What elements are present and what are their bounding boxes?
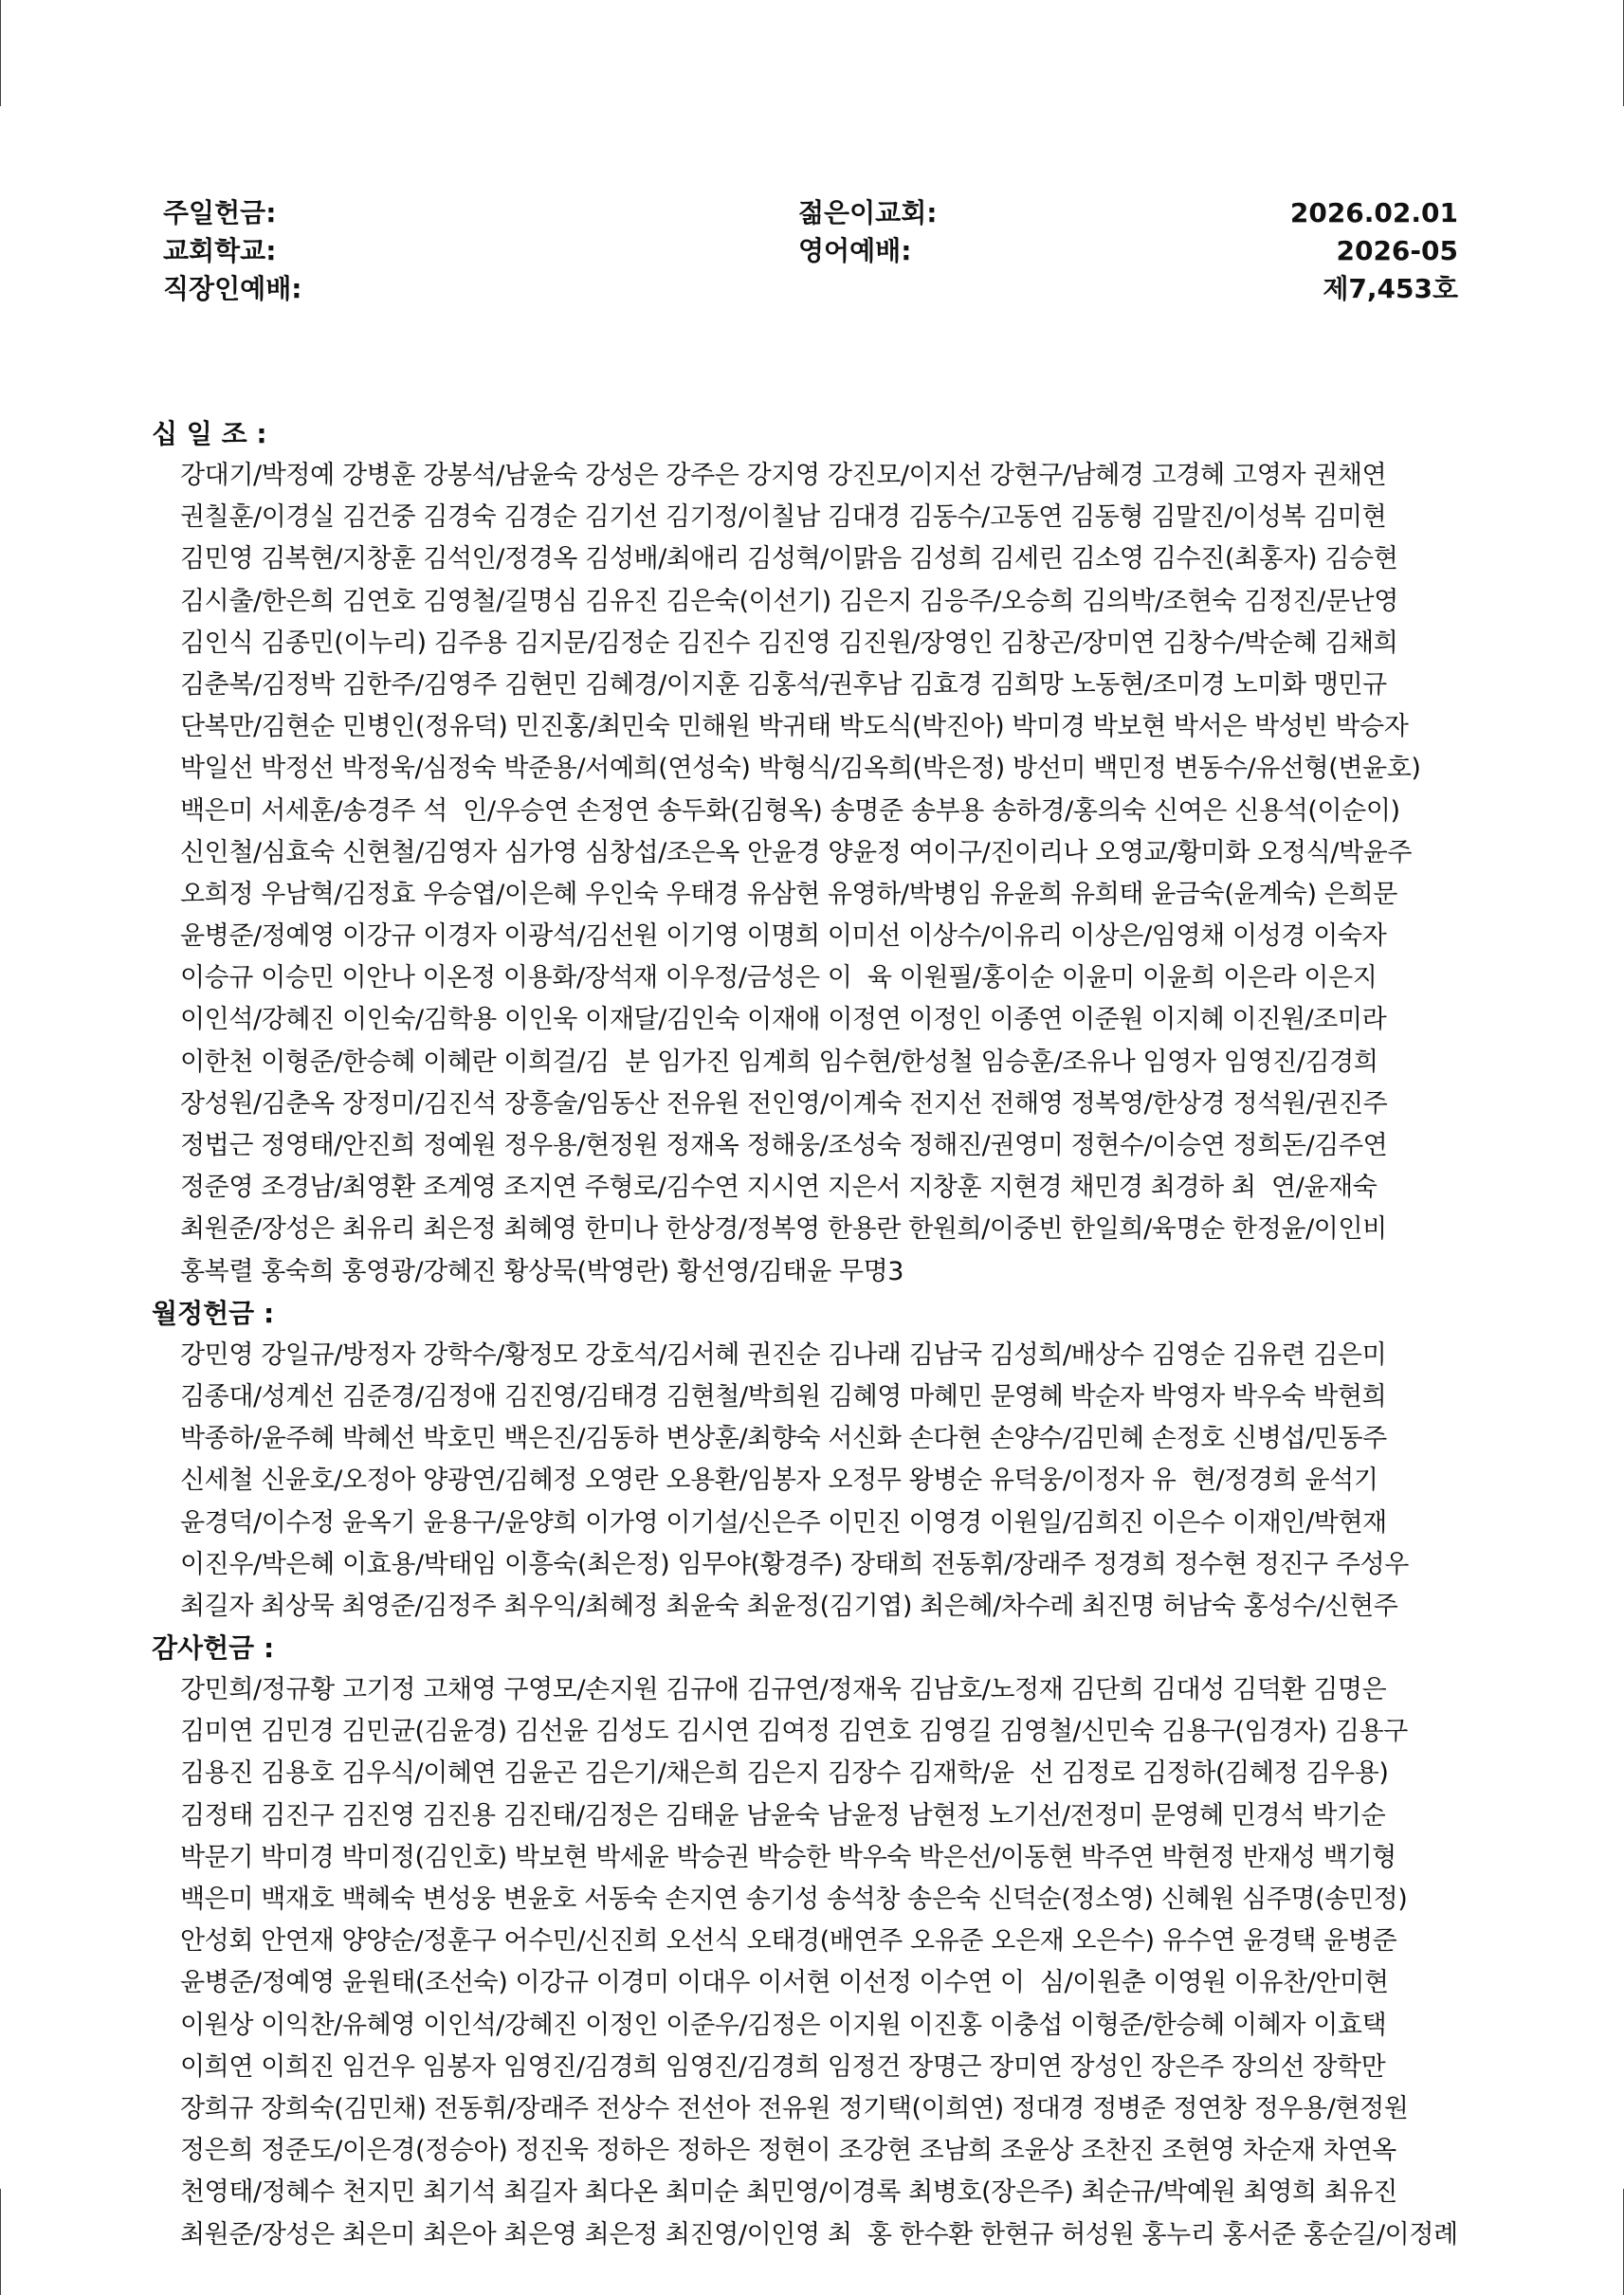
name-line: 신세철 신윤호/오정아 양광연/김혜정 오영란 오용환/임봉자 오정무 왕병순 유덕웅/이정자 유 현/정경희 윤석기	[180, 1466, 1378, 1496]
church-school-label: 교회학교:	[163, 235, 277, 266]
name-line: 안성회 안연재 양양순/정훈구 어수민/신진희 오선식 오태경(배연주 오유준 오은재 오은수) 유수연 윤경택 윤병준	[180, 1926, 1397, 1957]
name-line: 박일선 박정선 박정욱/심정숙 박준용/서예희(연성숙) 박형식/김옥희(박은정) 방선미 백민정 변동수/유선형(변윤호)	[180, 754, 1421, 784]
name-line: 김인식 김종민(이누리) 김주용 김지문/김정순 김진수 김진영 김진원/장영인 김창곤/장미연 김창수/박순혜 김채희	[180, 628, 1398, 658]
name-line: 이희연 이희진 임건우 임봉자 임영진/김경희 임영진/김경희 임정건 장명근 장미연 장성인 장은주 장의선 장학만	[180, 2051, 1386, 2082]
name-line: 최원준/장성은 최유리 최은정 최혜영 한미나 한상경/정복영 한용란 한원희/이중빈 한일희/육명순 한정윤/이인비	[180, 1214, 1387, 1245]
issue-week: 2026-05	[1336, 235, 1458, 266]
header-left-labels	[163, 194, 301, 308]
name-line: 장희규 장희숙(김민채) 전동휘/장래주 전상수 전선아 전유원 정기택(이희연) 정대경 정병준 정연창 정우용/현정원	[180, 2093, 1409, 2123]
name-line: 이인석/강혜진 이인숙/김학용 이인욱 이재달/김인숙 이재애 이정연 이정인 이종연 이준원 이지혜 이진원/조미라	[180, 1005, 1387, 1035]
name-line: 김춘복/김정박 김한주/김영주 김현민 김혜경/이지훈 김홍석/권후남 김효경 김희망 노동현/조미경 노미화 맹민규	[180, 669, 1387, 700]
name-line: 최원준/장성은 최은미 최은아 최은영 최은정 최진영/이인영 최 홍 한수환 한현규 허성원 홍누리 홍서준 홍순길/이정례	[180, 2219, 1458, 2249]
monthly-offering-names	[152, 1335, 1479, 1628]
sunday-offering-label: 주일헌금:	[163, 197, 277, 228]
name-line: 백은미 백재호 백혜숙 변성웅 변윤호 서동숙 손지연 송기성 송석창 송은숙 신덕순(정소영) 신혜원 심주명(송민정)	[180, 1885, 1408, 1914]
name-line: 강대기/박정예 강병훈 강봉석/남윤숙 강성은 강주은 강지영 강진모/이지선 강현구/남혜경 고경혜 고영자 권채연	[180, 461, 1387, 490]
name-line: 강민영 강일규/방정자 강학수/황정모 강호석/김서혜 권진순 김나래 김남국 김성희/배상수 김영순 김유련 김은미	[180, 1339, 1387, 1370]
name-line: 윤병준/정예영 윤원태(조선숙) 이강규 이경미 이대우 이서현 이선정 이수연 이 심/이원춘 이영원 이유찬/안미현	[180, 1968, 1389, 1998]
name-line: 이승규 이승민 이안나 이온정 이용화/장석재 이우정/금성은 이 육 이원필/홍이순 이윤미 이윤희 이은라 이은지	[180, 963, 1378, 993]
crop-mark-bottom-left	[0, 2189, 1, 2295]
header-right-info	[1185, 194, 1458, 308]
name-line: 권칠훈/이경실 김건중 김경숙 김경순 김기선 김기정/이칠남 김대경 김동수/고동연 김동형 김말진/이성복 김미현	[180, 502, 1387, 533]
name-line: 김정태 김진구 김진영 김진용 김진태/김정은 김태윤 남윤숙 남윤정 남현정 노기선/전정미 문영혜 민경석 박기순	[180, 1800, 1386, 1831]
monthly-offering-title: 월정헌금 :	[152, 1297, 275, 1329]
issue-number: 제7,453호	[1323, 273, 1458, 304]
name-line: 강민희/정규황 고기정 고채영 구영모/손지원 김규애 김규연/정재욱 김남호/노정재 김단희 김대성 김덕환 김명은	[180, 1675, 1387, 1705]
issue-date: 2026.02.01	[1289, 197, 1458, 228]
tithe-names	[152, 455, 1479, 1293]
name-line: 박종하/윤주혜 박혜선 박호민 백은진/김동하 변상훈/최향숙 서신화 손다현 손양수/김민혜 손정호 신병섭/민동주	[180, 1424, 1387, 1454]
name-line: 김시출/한은희 김연호 김영철/길명심 김유진 김은숙(이선기) 김은지 김응주/오승희 김의박/조현숙 김정진/문난영	[180, 586, 1398, 616]
name-line: 김미연 김민경 김민균(김윤경) 김선윤 김성도 김시연 김여정 김연호 김영길 김영철/신민숙 김용구(임경자) 김용구	[180, 1717, 1408, 1747]
name-line: 백은미 서세훈/송경주 석 인/우승연 손정연 송두화(김형옥) 송명준 송부용 송하경/홍의숙 신여은 신용석(이순이)	[180, 795, 1400, 826]
tithe-title: 십 일 조 :	[152, 418, 267, 449]
name-line: 정은희 정준도/이은경(정승아) 정진욱 정하은 정하은 정현이 조강현 조남희 조윤상 조찬진 조현영 차순재 차연옥	[180, 2136, 1396, 2166]
name-line: 단복만/김현순 민병인(정유덕) 민진홍/최민숙 민해원 박귀태 박도식(박진아) 박미경 박보현 박서은 박성빈 박승자	[180, 712, 1409, 742]
name-line: 천영태/정혜수 천지민 최기석 최길자 최다온 최미순 최민영/이경록 최병호(장은주) 최순규/박예원 최영희 최유진	[180, 2177, 1397, 2208]
name-line: 오희정 우남혁/김정효 우승엽/이은혜 우인숙 우태경 유삼현 유영하/박병임 유윤희 유희태 윤금숙(윤계숙) 은희문	[180, 879, 1397, 909]
workers-service-label: 직장인예배:	[163, 273, 302, 304]
english-service-label: 영어예배:	[798, 235, 912, 266]
header-middle-labels	[798, 194, 937, 270]
name-line: 이진우/박은혜 이효용/박태임 이흥숙(최은정) 임무야(황경주) 장태희 전동휘/장래주 정경희 정수현 정진구 주성우	[180, 1549, 1409, 1579]
name-line: 윤경덕/이수정 윤옥기 윤용구/윤양희 이가영 이기설/신은주 이민진 이영경 이원일/김희진 이은수 이재인/박현재	[180, 1507, 1387, 1538]
young-adults-church-label: 젊은이교회:	[798, 197, 938, 228]
name-line: 신인철/심효숙 신현철/김영자 심가영 심창섭/조은옥 안윤경 양윤정 여이구/진이리나 오영교/황미화 오정식/박윤주	[180, 837, 1413, 867]
name-line: 이원상 이익찬/유혜영 이인석/강혜진 이정인 이준우/김정은 이지원 이진홍 이충섭 이형준/한승혜 이혜자 이효택	[180, 2010, 1387, 2040]
thanks-offering-names	[152, 1669, 1479, 2256]
name-line: 정법근 정영태/안진희 정예원 정우용/현정원 정재옥 정해웅/조성숙 정해진/권영미 정현수/이승연 정희돈/김주연	[180, 1131, 1388, 1160]
name-line: 박문기 박미경 박미정(김인호) 박보현 박세윤 박승권 박승한 박우숙 박은선/이동현 박주연 박현정 반재성 백기형	[180, 1842, 1396, 1872]
name-line: 최길자 최상묵 최영준/김정주 최우익/최혜정 최윤숙 최윤정(김기엽) 최은혜/차수레 최진명 허남숙 홍성수/신현주	[180, 1591, 1398, 1621]
name-line: 윤병준/정예영 이강규 이경자 이광석/김선원 이기영 이명희 이미선 이상수/이유리 이상은/임영채 이성경 이숙자	[180, 921, 1387, 952]
name-line: 김종대/성계선 김준경/김정애 김진영/김태경 김현철/박희원 김혜영 마혜민 문영혜 박순자 박영자 박우숙 박현희	[180, 1381, 1387, 1412]
name-line: 김민영 김복현/지창훈 김석인/정경옥 김성배/최애리 김성혁/이맑음 김성희 김세린 김소영 김수진(최홍자) 김승현	[180, 544, 1398, 574]
thanks-offering-title: 감사헌금 :	[152, 1632, 275, 1665]
name-line: 정준영 조경남/최영환 조계영 조지연 주형로/김수연 지시연 지은서 지창훈 지현경 채민경 최경하 최 연/윤재숙	[180, 1173, 1378, 1203]
name-line: 이한천 이형준/한승혜 이혜란 이희걸/김 분 임가진 임계희 임수현/한성철 임승훈/조유나 임영자 임영진/김경희	[180, 1047, 1378, 1077]
name-line: 장성원/김춘옥 장정미/김진석 장흥술/임동산 전유원 전인영/이계숙 전지선 전해영 정복영/한상경 정석원/권진주	[180, 1088, 1388, 1119]
name-line: 김용진 김용호 김우식/이혜연 김윤곤 김은기/채은희 김은지 김장수 김재학/윤 선 김정로 김정하(김혜정 김우용)	[180, 1758, 1389, 1789]
crop-mark-top-left	[0, 0, 1, 106]
offering-list	[152, 413, 1479, 2256]
name-line: 홍복렬 홍숙희 홍영광/강혜진 황상묵(박영란) 황선영/김태윤 무명3	[180, 1256, 904, 1286]
